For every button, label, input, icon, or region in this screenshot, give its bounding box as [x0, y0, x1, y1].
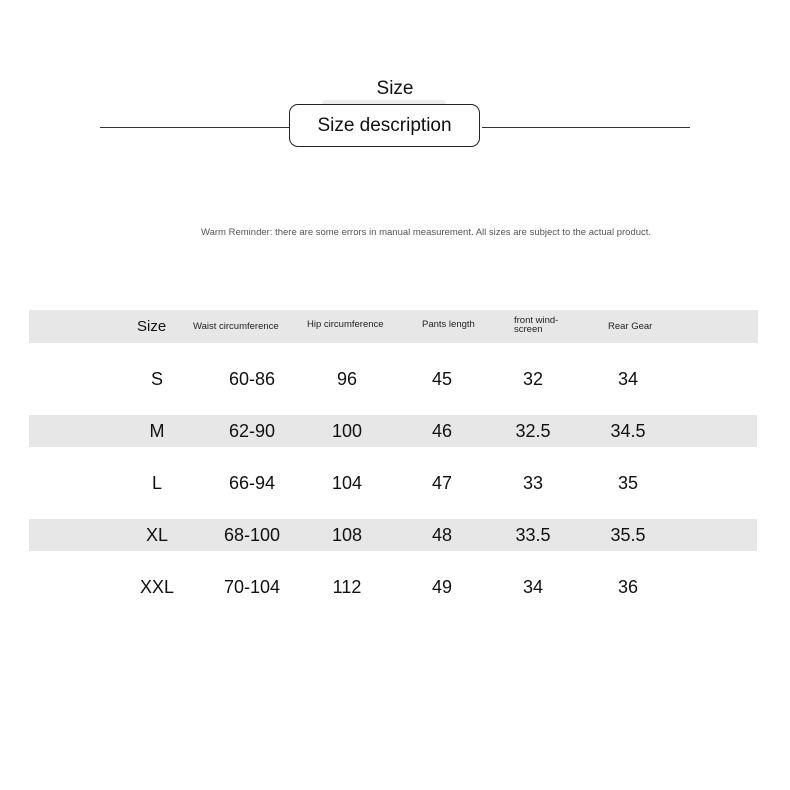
- cell-waist: 60-86: [228, 368, 276, 389]
- cell-waist: 62-90: [228, 420, 276, 441]
- cell-pants-length: 46: [431, 420, 453, 441]
- warm-reminder-note: Warm Reminder: there are some errors in manual measurement. All sizes are subject to the actual product.: [201, 227, 652, 238]
- cell-front-windscreen: 32.5: [515, 420, 551, 441]
- header-size: Size: [137, 318, 167, 335]
- table-row: [29, 363, 758, 395]
- cell-pants-length: 49: [431, 576, 453, 597]
- cell-hip: 104: [331, 472, 363, 493]
- header-hip: Hip circumference: [307, 319, 384, 330]
- table-header-row: [29, 310, 758, 343]
- size-description-badge: Size description: [289, 104, 480, 147]
- cell-hip: 108: [331, 524, 363, 545]
- cell-front-windscreen: 34: [522, 576, 544, 597]
- cell-pants-length: 45: [431, 368, 453, 389]
- header-waist: Waist circumference: [193, 321, 279, 332]
- cell-rear-gear: 34.5: [610, 420, 646, 441]
- cell-hip: 96: [336, 368, 358, 389]
- cell-front-windscreen: 32: [522, 368, 544, 389]
- table-row: [29, 519, 757, 551]
- cell-size: XL: [145, 524, 169, 545]
- divider-left: [100, 127, 290, 128]
- cell-pants-length: 47: [431, 472, 453, 493]
- cell-size: L: [151, 472, 162, 493]
- cell-front-windscreen: 33: [522, 472, 544, 493]
- cell-waist: 68-100: [223, 524, 281, 545]
- cell-waist: 66-94: [228, 472, 276, 493]
- cell-front-windscreen: 33.5: [515, 524, 551, 545]
- table-row: [29, 467, 758, 499]
- cell-size: XXL: [139, 576, 175, 597]
- divider-right: [482, 127, 690, 128]
- cell-size: S: [150, 368, 163, 389]
- page-title: Size: [376, 78, 414, 99]
- header-pants-length: Pants length: [422, 319, 475, 330]
- cell-rear-gear: 36: [617, 576, 639, 597]
- header-rear-gear: Rear Gear: [608, 321, 653, 332]
- table-row: [29, 415, 757, 447]
- cell-hip: 112: [332, 576, 362, 597]
- table-row: [29, 571, 758, 603]
- cell-rear-gear: 34: [617, 368, 639, 389]
- cell-pants-length: 48: [431, 524, 453, 545]
- cell-size: M: [149, 420, 165, 441]
- cell-waist: 70-104: [223, 576, 281, 597]
- size-table: [29, 310, 758, 603]
- cell-rear-gear: 35.5: [610, 524, 646, 545]
- header-front-windscreen: front wind-screen: [514, 314, 559, 335]
- cell-hip: 100: [331, 420, 363, 441]
- cell-rear-gear: 35: [617, 472, 639, 493]
